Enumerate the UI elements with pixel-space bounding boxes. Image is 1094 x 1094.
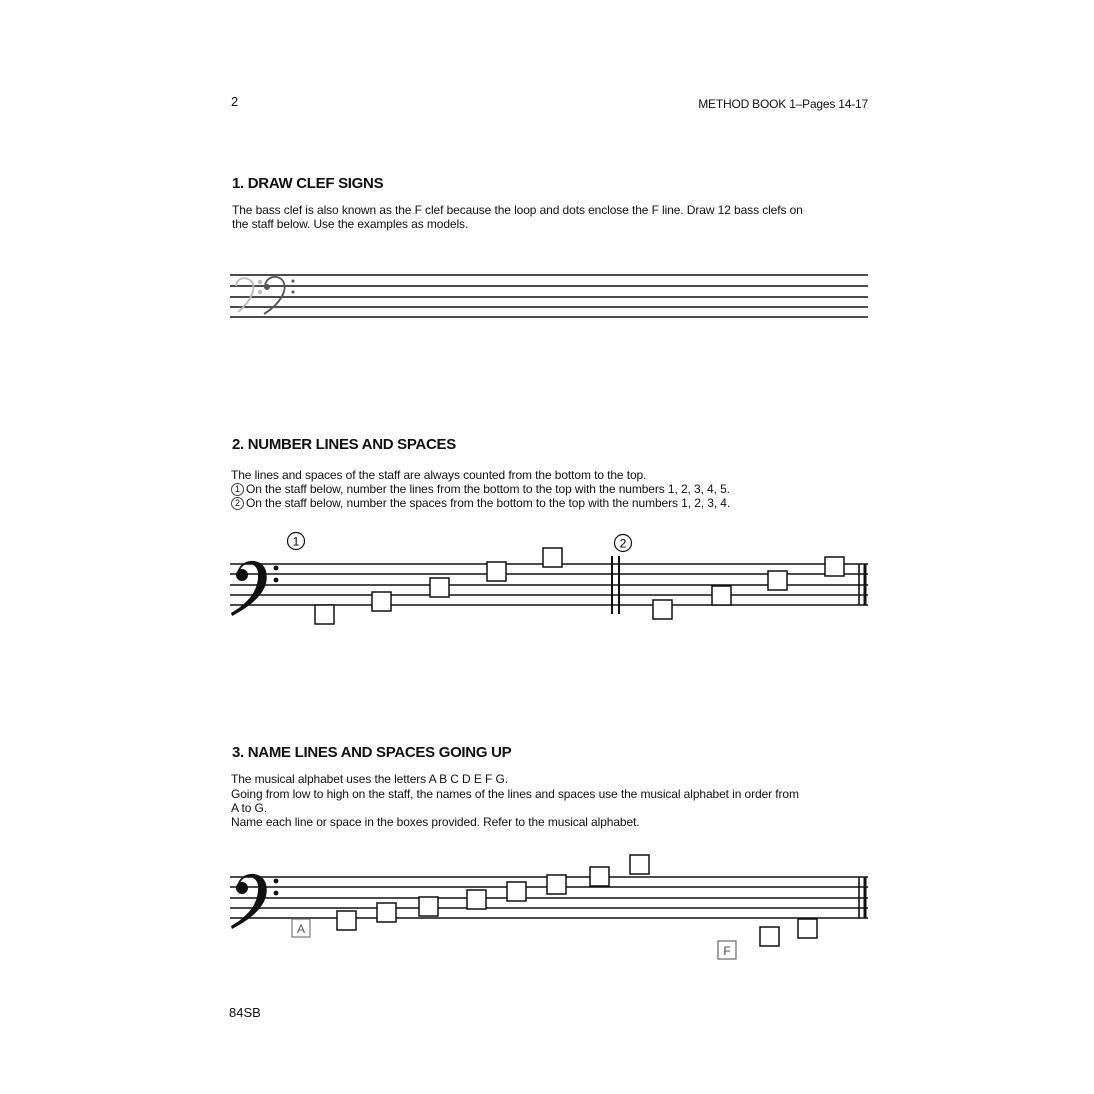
section2-intro: The lines and spaces of the staff are always counted from the bottom to the top. [231,468,647,482]
staff-1 [230,275,868,317]
step2-circled-number: 2 [231,497,244,510]
answer-box[interactable] [825,557,844,576]
bass-clef-2 [231,561,278,616]
section3-title: 3. NAME LINES AND SPACES GOING UP [232,744,512,761]
answer-box[interactable] [467,890,486,909]
answer-box[interactable] [630,855,649,874]
answer-box[interactable] [419,897,438,916]
answer-box[interactable] [712,586,731,605]
section1-text-line1: The bass clef is also known as the F clef because the loop and dots enclose the F line. Draw 12 bass clefs on [232,203,803,217]
section1-title: 1. DRAW CLEF SIGNS [232,175,384,192]
section1-text-line2: the staff below. Use the examples as models. [232,217,469,231]
example-box-a [292,919,310,937]
marker-1-label: 1 [292,534,300,549]
marker-2-label: 2 [619,536,627,551]
answer-box[interactable] [337,911,356,930]
answer-box[interactable] [377,903,396,922]
staff-2 [230,533,868,625]
answer-box[interactable] [653,600,672,619]
answer-box[interactable] [798,919,817,938]
marker-1 [288,533,305,550]
bass-clef-model [264,277,295,314]
answer-box[interactable] [430,578,449,597]
bass-clef-3 [231,874,278,929]
book-reference: METHOD BOOK 1–Pages 14-17 [698,97,868,111]
footer-code: 84SB [229,1005,261,1020]
step1-text: On the staff below, number the lines from the bottom to the top with the numbers 1, 2, 3, 4, 5. [246,482,730,496]
section3-line3: A to G. [231,801,267,815]
example-box-a-label: A [296,922,306,936]
answer-box[interactable] [315,605,334,624]
answer-box[interactable] [547,875,566,894]
section2-title: 2. NUMBER LINES AND SPACES [232,436,456,453]
step1-circled-number: 1 [231,483,244,496]
answer-box[interactable] [507,882,526,901]
answer-box[interactable] [768,571,787,590]
staff-3 [230,855,868,959]
answer-box[interactable] [543,548,562,567]
section3-line2: Going from low to high on the staff, the names of the lines and spaces use the musical alphabet in order from [231,787,799,801]
marker-2 [615,535,632,552]
answer-box[interactable] [760,927,779,946]
step2-text: On the staff below, number the spaces from the bottom to the top with the numbers 1, 2, 3, 4. [246,496,731,510]
example-box-f-label: F [723,944,731,958]
answer-box[interactable] [590,867,609,886]
page-number: 2 [231,94,239,109]
section3-line4: Name each line or space in the boxes provided. Refer to the musical alphabet. [231,815,640,829]
answer-box[interactable] [372,592,391,611]
answer-box[interactable] [487,562,506,581]
example-box-f [718,941,736,959]
section3-line1: The musical alphabet uses the letters A B C D E F G. [231,772,508,786]
